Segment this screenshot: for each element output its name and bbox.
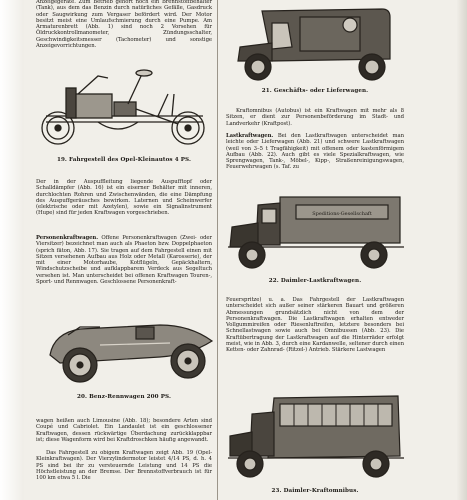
paragraph-truck-chassis: Feuerspritze) u. a. Das Fahrgestell der Lastkraftwagen unterscheidet sich außer seiner stärkeren Bauart und größeren Abmessungen grundsätzlich nicht von dem der Personenkraftwagen. Die Lastkraftwagen erhalten entweder Vollgummireifen oder Riesenluftreifen, letztere besonders bei Schnellastwagen sowie auch bei Omnibussen (Abb. 23). Die Kraftübertragung der Lastkraftwagen auf die Hinterräder erfolgt meist, wie in Abb. 3, durch eine Kardanwelle, seltener durch einen Ketten- oder Zahnrad- (Ritzel-) Antrieb. Stärkere Lastwagen	[226, 297, 404, 354]
figure-23-caption: 23. Daimler-Kraftomnibus.	[271, 488, 359, 494]
paragraph-instruments: Anzeigegeräte. Zum Betrieb gehört noch ein Brennstoffbehälter (Tank), aus dem das Benzin durch natürliches Gefälle, Gasdruck oder Saugwirkung zum Vergaser befördert wird. Der Motor besitzt meist eine Umlaufschmierung durch eine Pumpe. Am Armaturenbrett (Abb. 1) sind noch 2 Vorsehen für Öldruckkontrollmanometer, Zündungsschalter, Geschwindigkeitsmesser (Tachometer) und sonstige Anzeigevorrichtungen.	[36, 0, 212, 50]
heading-passenger-cars: Personenkraftwagen.	[36, 235, 99, 241]
figure-21-delivery-van	[232, 3, 402, 83]
page-edge-left	[0, 0, 24, 500]
figure-22-truck	[228, 193, 404, 271]
opel-chassis-illustration	[38, 64, 214, 154]
paragraph-omnibus: Kraftomnibus (Autobus) ist ein Kraftwagen mit mehr als 8 Sitzen, er dient zur Personenbeförderung im Stadt- und Landverkehr (Kraftpost).	[226, 108, 404, 127]
truck-sign-text: Speditions-Gesellschaft	[312, 211, 372, 217]
daimler-omnibus-illustration	[228, 392, 404, 482]
figure-23-omnibus	[228, 392, 404, 482]
paragraph-limousine: wagen heißen auch Limousine (Abb. 18); besondere Arten sind Coupé und Cabriolet. Ein Landaulet ist ein geschlossener Kraftwagen, dessen rückwärtige Überdachung zurückklappbar ist; diese Wagenform wird bei Kraftdroschken häufig angewandt.	[36, 418, 212, 443]
daimler-truck-illustration	[228, 193, 404, 271]
figure-22-caption: 22. Daimler-Lastkraftwagen.	[268, 278, 362, 284]
paragraph-trucks	[226, 133, 404, 171]
figure-19-chassis	[38, 64, 214, 154]
figure-20-caption: 20. Benz-Rennwagen 200 PS.	[76, 394, 171, 400]
passenger-cars-text: Offene Personenkraftwagen (Zwei- oder Viersitzer) bezeichnet man auch als Phaeton bzw. Doppelphaeton (sprich fäton, Abb. 17). Sie tragen auf dem Fahrgestell einen mit Sitzen versehenen Aufbau aus Holz oder Metall (Karosserie), der mit einer Motorhaube, Kotflügeln, Gepäckhaltern, Windschutzscheibe und aufklappbarem Verdeck aus Segeltuch versehen ist. Man unterscheidet bei offenen Kraftwagen Touren-, Sport- und Rennwagen. Geschlossene Personenkraft-	[36, 235, 212, 286]
figure-21-caption: 21. Geschäfts- oder Lieferwagen.	[261, 88, 369, 94]
paragraph-exhaust: Der in der Auspuffleitung liegende Auspufftopf oder Schalldämpfer (Abb. 16) ist ein eiserner Behälter mit inneren, durchlochten Rohren und Zwischenwänden, die eine Dämpfung des Auspuffgeräusches bewirken. Laternen und Scheinwerfer (elektrische oder mit Azetylen), sowie ein Signalinstrument (Hupe) sind für jeden Kraftwagen vorgeschrieben.	[36, 179, 212, 217]
paragraph-passenger-cars	[36, 235, 212, 285]
trucks-text: Bei den Lastkraftwagen unterscheidet man leichte oder Lieferwagen (Abb. 21) und schwere Lastkraftwagen (weil von 3–5 t Tragfähigkeit) mit offenem oder kastenförmigem Aufbau (Abb. 22). Auch gibt es viele Spezialkraftwagen, wie Sprengwagen, Tank-, Möbel-, Kipp-, Straßenreinigungswagen, Feuerwehrwagen (s. Taf. zu	[226, 133, 405, 171]
figure-19-caption: 19. Fahrgestell des Opel-Kleinautos 4 PS.	[56, 157, 192, 163]
paragraph-chassis-opel: Das Fahrgestell zu obigem Kraftwagen zeigt Abb. 19 (Opel-Kleinkraftwagen). Der Vierzylindermotor leistet 4/14 PS, d. h. 4 PS sind bei ihr zu versteuernde Leistung und 14 PS die Höchstleistung an der Bremse. Der Brennstoffverbrauch ist für 100 km etwa 5 l. Die	[36, 450, 212, 482]
heading-trucks: Lastkraftwagen.	[226, 133, 274, 139]
delivery-van-illustration	[232, 3, 402, 83]
page-edge-right	[457, 0, 467, 500]
benz-race-car-illustration	[40, 315, 216, 387]
figure-20-race-car	[40, 315, 216, 387]
column-divider	[217, 0, 218, 500]
